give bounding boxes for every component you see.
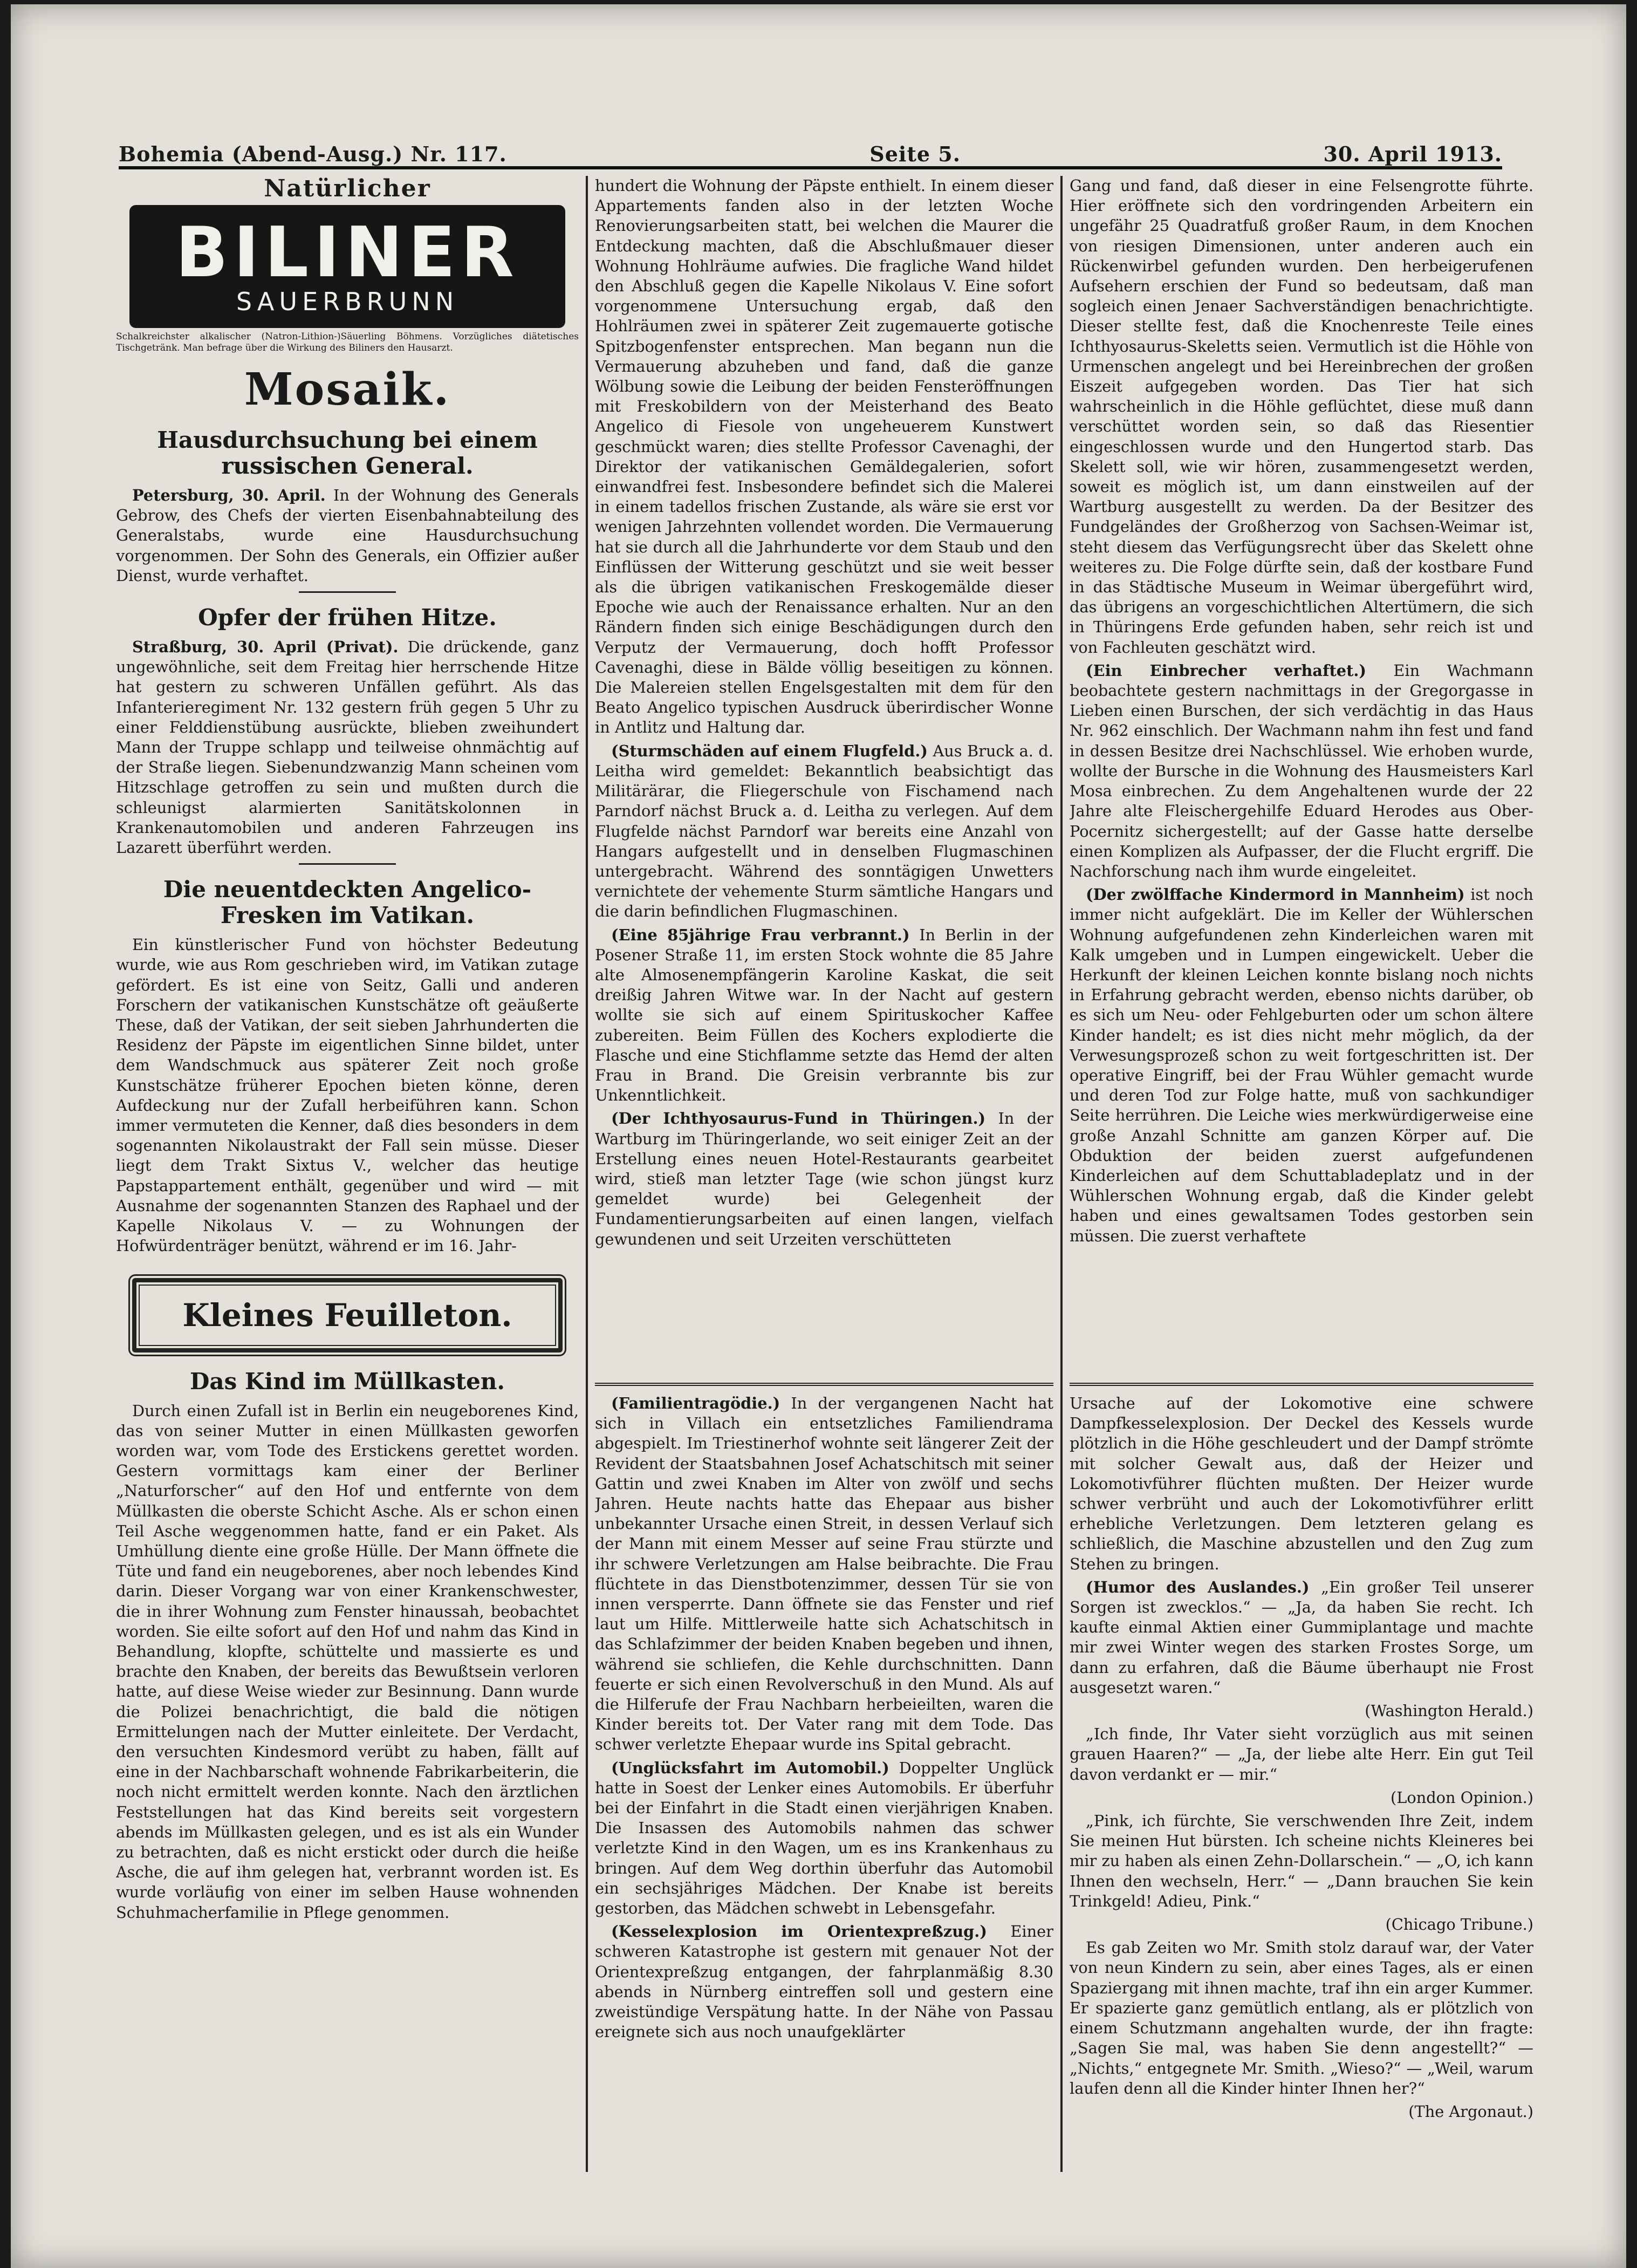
column-2-divider	[595, 1383, 1053, 1386]
item-lead: (Familientragödie.)	[611, 1394, 780, 1412]
page-header	[119, 128, 1502, 166]
article-text: In der Wartburg im Thüringerlande, wo seit einiger Zeit an der Erstellung eines neuen Hotel-Restaurants gearbeitet wird, stieß man letzter Tage (wie schon jüngst kurz gemeldet wurde) bei Gelegenheit der Fundamentierungsarbeiten auf einen langen, vielfach gewundenen und seit Urzeiten verschütteten	[595, 1109, 1053, 1248]
article-paragraph	[116, 486, 579, 586]
item-lead: (Unglücksfahrt im Automobil.)	[611, 1758, 889, 1777]
article-paragraph	[1070, 661, 1533, 882]
article-separator	[299, 863, 396, 865]
article-paragraph: Durch einen Zufall ist in Berlin ein neugeborenes Kind, das von seiner Mutter in einen Müllkasten geworfen worden war, vom Tode des Erstickens gerettet worden. Gestern vormittags kam einer der Berliner „Naturforscher“ auf den Hof und entfernte von dem Müllkasten die oberste Schicht Asche. Als er schon einen Teil Asche weggenommen hatte, fand er ein Paket. Als Umhüllung diente eine große Hülle. Der Mann öffnete die Tüte und fand ein neugeborenes, aber noch lebendes Kind darin. Dieser Vorgang war von einer Krankenschwester, die in ihrer Wohnung zum Fenster hinaussah, beobachtet worden. Sie eilte sofort auf den Hof und nahm das Kind in Behandlung, klopfte, schüttelte und massierte es und brachte den Knaben, der bereits das Bewußtsein verloren hatte, auf diese Weise wieder zur Besinnung. Dann wurde die Polizei benachrichtigt, die bald die nötigen Ermittelungen nach der Mutter einleitete. Der Verdacht, den versuchten Kindesmord verübt zu haben, fällt auf eine in der Nachbarschaft wohnende Fabrikarbeiterin, die noch nicht ermittelt werden konnte. Nach den ärztlichen Feststellungen hat das Kind bereits seit vorgestern abends im Müllkasten gelegen, und es ist als ein Wunder zu betrachten, daß es nicht erstickt oder durch die heiße Asche, die auf ihm gelegen hat, verbrannt worden ist. Es wurde vorläufig von einer im selben Hause wohnenden Schuhmacherfamilie in Pflege genommen.	[116, 1401, 579, 1922]
article-text: Ein Wachmann beobachtete gestern nachmittags in der Gregorgasse in Lieben einen Burschen, der sich verdächtig in das Haus Nr. 962 einschlich. Der Wachmann nahm ihn fest und fand in dessen Besitze drei Nachschlüssel. Wie erhoben wurde, wollte der Bursche in die Wohnung des Hausmeisters Karl Mosa einbrechen. Zu dem Angehaltenen wurde der 22 Jahre alte Fleischergehilfe Eduard Herodes aus Ober-Pocernitz sichergestellt; auf der Gasse hatte derselbe einen Komplizen als Aufpasser, der die Flucht ergriff. Die Nachforschung nach ihm wurde eingeleitet.	[1070, 661, 1533, 880]
article-separator	[299, 591, 396, 593]
dateline: Petersburg, 30. April.	[132, 486, 326, 504]
article-paragraph: hundert die Wohnung der Päpste enthielt. In einem dieser Appartements fanden also in der letzten Woche Renovierungsarbeiten statt, bei welchen die Maurer die Entdeckung machten, daß die Abschlußmauer dieser Wohnung Hohlräume aufwies. Die fragliche Wand hildet den Abschluß gegen die Kapelle Nikolaus V. Eine sofort vorgenommene Untersuchung ergab, daß den Hohlräumen zwei in späterer Zeit zugemauerte gotische Spitzbogenfenster entsprechen. Man begann nun die Vermauerung abzuheben und fand, daß die ganze Wölbung sowie die Leibung der beiden Fensteröffnungen mit Freskobildern von der Meisterhand des Beato Angelico di Fiesole von ungeheuerem Kunstwert geschmückt waren; dies stellte Professor Cavenaghi, der Direktor der vatikanischen Gemäldegalerien, sofort einwandfrei fest. Insbesondere befindet sich die Malerei in einem tadellos frischen Zustande, als wäre sie erst vor wenigen Jahrzehnten vollendet worden. Die Vermauerung hat sie durch all die Jahrhunderte vor dem Staub und den Einflüssen der Witterung geschützt und sie weit besser als die übrigen vatikanischen Freskogemälde dieser Epoche wie auch der Renaissance erhalten. Nur an den Rändern finden sich einige Beschädigungen durch den Verputz der Vermauerung, doch hofft Professor Cavenaghi, diese in Bälde völlig beseitigen zu können. Die Malereien stellen Engelsgestalten mit dem für den Beato Angelico typischen Ausdruck überirdischer Wonne in Antlitz und Haltung dar.	[595, 176, 1053, 737]
section-title: Mosaik.	[244, 364, 451, 415]
feuilleton-banner	[132, 1278, 563, 1352]
article-paragraph	[595, 741, 1053, 922]
header-date: 30. April 1913.	[1323, 142, 1502, 166]
column-3-top	[1070, 176, 1533, 1376]
newspaper-page	[11, 4, 1626, 2268]
item-lead: (Eine 85jährige Frau verbrannt.)	[611, 925, 910, 944]
article-paragraph: Ein künstlerischer Fund von höchster Bedeutung wurde, wie aus Rom geschrieben wird, im Vatikan zutage gefördert. Es ist eine von Seitz, Galli und anderen Forschern der vatikanischen Kunstschätze oft geäußerte These, daß der Vatikan, der seit sieben Jahrhunderten die Residenz der Päpste im eigentlichen Sinne bildet, unter dem Wandschmuck aus späterer Zeit noch große Kunstschätze früherer Epochen bieten könne, deren Aufdeckung nur der Zufall herbeiführen kann. Schon immer vermuteten die Kenner, daß dies besonders in dem sogenannten Nikolaustrakt der Fall sein müsse. Dieser liegt dem Trakt Sixtus V., welcher das heutige Papstappartement enthält, gegenüber und wird — mit Ausnahme der sogenannten Stanzen des Raphael und der Kapelle Nikolaus V. — zu Wohnungen der Hofwürdenträger benützt, während er im 16. Jahr-	[116, 935, 579, 1255]
article-paragraph: Gang und fand, daß dieser in eine Felsengrotte führte. Hier eröffnete sich den vordringenden Arbeitern ein ungefähr 25 Quadratfuß großer Raum, in dem Knochen von riesigen Dimensionen, unter anderen auch ein Rückenwirbel gefunden wurden. Den herbeigerufenen Aufsehern erschien der Fund so bedeutsam, daß man sogleich einen Jenaer Sachverständigen benachrichtigte. Dieser stellte fest, daß die Knochenreste Teile eines Ichthyosaurus-Skeletts seien. Vermutlich ist die Höhle von Urmenschen angelegt und bei Hereinbrechen der großen Eiszeit aufgegeben worden. Das Tier hat sich wahrscheinlich in die Höhle geflüchtet, diese muß dann verschüttet worden sein, so daß das Riesentier eingeschlossen wurde und den Hungertod starb. Das Skelett soll, wie wir hören, zusammengesetzt werden, soweit es möglich ist, um dann einstweilen auf der Wartburg ausgestellt zu werden. Da der Besitzer des Fundgeländes der Großherzog von Sachsen-Weimar ist, steht diesem das Verfügungsrecht über das Skelett ohne weiteres zu. Die Folge dürfte sein, daß der kostbare Fund in das Städtische Museum in Weimar übergeführt wird, das übrigens an vorgeschichtlichen Altertümern, die sich in Thüringens Erde gefunden haben, sehr reich ist und von Fachleuten geschätzt wird.	[1070, 176, 1533, 657]
article-paragraph	[595, 1109, 1053, 1249]
source-credit: (The Argonaut.)	[1408, 2102, 1533, 2121]
column-3-bottom	[1070, 1393, 1533, 2170]
article-text: „Ein großer Teil unserer Sorgen ist zwecklos.“ — „Ja, da haben Sie recht. Ich kaufte einmal Aktien einer Gummiplantage und machte mir zwei Winter wegen des starken Frostes Sorge, um dann zu erfahren, daß die Bäume überhaupt nie Frost ausgesetzt waren.“	[1070, 1577, 1533, 1697]
dateline: Straßburg, 30. April (Privat).	[132, 638, 399, 657]
article-paragraph: „Pink, ich fürchte, Sie verschwenden Ihre Zeit, indem Sie meinen Hut bürsten. Ich scheine nichts Kleineres bei mir zu haben als einen Zehn-Dollarschein.“ — „O, ich kann Ihnen den wechseln, Herr.“ — „Dann brauchen Sie kein Trinkgeld! Adieu, Pink.“	[1070, 1812, 1533, 1910]
article-paragraph	[1070, 885, 1533, 1246]
column-3-divider	[1070, 1383, 1533, 1386]
article-paragraph	[595, 1758, 1053, 1919]
item-lead: (Der Ichthyosaurus-Fund in Thüringen.)	[611, 1109, 986, 1128]
article-headline: Hausdurchsuchung bei einem russischen General.	[157, 427, 538, 479]
column-2-bottom	[595, 1393, 1053, 2170]
article-paragraph: „Ich finde, Ihr Vater sieht vorzüglich aus mit seinen grauen Haaren?“ — „Ja, der liebe alte Herr. Ein gut Teil davon verdankt er — mir.“	[1070, 1725, 1533, 1784]
article-paragraph	[595, 1922, 1053, 2042]
header-page-number: Seite 5.	[869, 142, 961, 166]
item-lead: (Sturmschäden auf einem Flugfeld.)	[611, 741, 928, 760]
article-paragraph	[1070, 1577, 1533, 1698]
item-lead: (Der zwölffache Kindermord in Mannheim)	[1086, 885, 1465, 904]
feuilleton-title: Kleines Feuilleton.	[139, 1285, 556, 1346]
biliner-advertisement	[116, 176, 579, 354]
source-credit: (Chicago Tribune.)	[1385, 1915, 1533, 1934]
article-text: Die drückende, ganz ungewöhnliche, seit dem Freitag hier herrschende Hitze hat gestern zu schweren Unfällen geführt. Als das Infanterieregiment Nr. 132 gestern früh gegen 5 Uhr zu einer Felddienstübung ausrückte, blieben zweihundert Mann der Truppe schlapp und teilweise ohnmächtig auf der Straße liegen. Siebenundzwanzig Mann scheinen vom Hitzschlage getroffen zu sein und mußten durch die schleunigst alarmierten Sanitätskolonnen in Krankenautomobilen und anderen Fahrzeugen ins Lazarett überführt werden.	[116, 638, 579, 857]
article-paragraph: Es gab Zeiten wo Mr. Smith stolz darauf war, der Vater von neun Kindern zu sein, aber eines Tages, als er einen Spaziergang mit ihnen machte, traf ihn ein arger Kummer. Er spazierte ganz gemütlich entlang, als er plötzlich von einem Schutzmann angehalten wurde, der ihn fragte: „Sagen Sie mal, was haben Sie denn angestellt?“ — „Nichts,“ entgegnete Mr. Smith. „Wieso?“ — „Weil, warum laufen denn all die Kinder hinter Ihnen her?“	[1070, 1938, 1533, 2098]
ad-fine-print: Schalkreichster alkalischer (Natron-Lithion-)Säuerling Böhmens. Vorzügliches diätetisches Tischgetränk. Man befrage über die Wirkung des Biliners den Hausarzt.	[116, 331, 579, 353]
column-rule-2	[1060, 176, 1063, 2172]
column-1	[116, 176, 579, 2118]
column-2-top	[595, 176, 1053, 1376]
article-paragraph	[595, 925, 1053, 1106]
article-headline: Das Kind im Müllkasten.	[189, 1368, 505, 1395]
article-headline: Die neuentdeckten Angelico-Fresken im Vatikan.	[163, 876, 532, 929]
ad-brand: BILINER	[175, 213, 519, 293]
article-paragraph	[595, 1393, 1053, 1755]
ad-top-line: Natürlicher	[264, 176, 431, 202]
article-text: In der Wohnung des Generals Gebrow, des Chefs der vierten Eisenbahnabteilung des Generalstabs, wurde eine Hausdurchsuchung vorgenommen. Der Sohn des Generals, ein Offizier außer Dienst, wurde verhaftet.	[116, 486, 579, 585]
article-paragraph	[116, 637, 579, 858]
article-text: Einer schweren Katastrophe ist gestern mit genauer Not der Orientexpreßzug entgangen, der fahrplanmäßig 8.30 abends in Nürnberg eintreffen soll und gestern eine zweistündige Verspätung hatte. In der Nähe von Passau ereignete sich aus noch unaufgeklärter	[595, 1922, 1053, 2041]
article-headline: Opfer der frühen Hitze.	[198, 604, 497, 631]
article-paragraph: Ursache auf der Lokomotive eine schwere Dampfkesselexplosion. Der Deckel des Kessels wurde plötzlich in die Höhe geschleudert und der Dampf strömte mit solcher Gewalt aus, daß der Heizer und Lokomotivführer flüchten mußten. Der Heizer wurde schwer verbrüht und auch der Lokomotivführer erlitt erhebliche Verletzungen. Dem letzteren gelang es schließlich, die Maschine abzustellen und den Zug zum Stehen zu bringen.	[1070, 1394, 1533, 1573]
source-credit: (London Opinion.)	[1391, 1788, 1533, 1807]
article-text: Aus Bruck a. d. Leitha wird gemeldet: Bekanntlich beabsichtigt das Militärärar, die Fliegerschule von Fischamend nach Parndorf nächst Bruck a. d. Leitha zu verlegen. Auf dem Flugfelde nächst Parndorf war bereits eine Anzahl von Hangars aufgestellt und in denselben Flugmaschinen untergebracht. Während des sonntägigen Unwetters vernichtete der vehemente Sturm sämtliche Hangars und die darin befindlichen Flugmaschinen.	[595, 741, 1053, 921]
item-lead: (Humor des Auslandes.)	[1086, 1577, 1310, 1596]
ad-subtitle: SAUERBRUNN	[236, 287, 459, 316]
ad-logo-box	[129, 205, 565, 328]
article-text: ist noch immer nicht aufgeklärt. Die im Keller der Wühlerschen Wohnung aufgefundenen zehn Kinderleichen waren mit Kalk umgeben und in Lumpen eingewickelt. Ueber die Herkunft der kleinen Leichen konnte bislang noch nichts in Erfahrung gebracht werden, ebenso nichts darüber, ob es sich um Neu- oder Fehlgeburten oder um schon ältere Kinder handelt; es ist dies nicht mehr möglich, da der Verwesungsprozeß schon zu weit fortgeschritten ist. Der operative Eingriff, bei der Frau Wühler gemacht wurde und deren Tod zur Folge hatte, muß von sachkundiger Seite herrühren. Die Leiche wies merkwürdigerweise eine große Anzahl Schnitte am ganzen Körper auf. Die Obduktion der beiden zuerst aufgefundenen Kinderleichen auf dem Schuttabladeplatz und in der Wühlerschen Wohnung ergab, daß die Kinder gelebt haben und eines gewaltsamen Todes gestorben sein müssen. Die zuerst verhaftete	[1070, 885, 1533, 1245]
header-issue: Bohemia (Abend-Ausg.) Nr. 117.	[119, 142, 507, 166]
column-rule-1	[586, 176, 588, 2172]
header-rule	[119, 166, 1502, 169]
item-lead: (Ein Einbrecher verhaftet.)	[1086, 661, 1367, 680]
article-text: Doppelter Unglück hatte in Soest der Lenker eines Automobils. Er überfuhr bei der Einfahrt in die Stadt einen vierjährigen Knaben. Die Insassen des Automobils nahmen das schwer verletzte Kind in den Wagen, um es ins Krankenhaus zu bringen. Auf dem Weg dorthin überfuhr das Automobil ein sechsjähriges Mädchen. Der Knabe ist bereits gestorben, das Mädchen schwebt in Lebensgefahr.	[595, 1758, 1053, 1918]
article-text: In Berlin in der Posener Straße 11, im ersten Stock wohnte die 85 Jahre alte Almosenempfängerin Karoline Kaskat, die seit dreißig Jahren Witwe war. In der Nacht auf gestern wollte sie sich auf einem Spirituskocher Kaffee zubereiten. Beim Füllen des Kochers explodierte die Flasche und eine Stichflamme setzte das Hemd der alten Frau in Brand. Die Greisin verbrannte bis zur Unkenntlichkeit.	[595, 925, 1053, 1105]
source-credit: (Washington Herald.)	[1365, 1702, 1533, 1720]
article-text: In der vergangenen Nacht hat sich in Villach ein entsetzliches Familiendrama abgespielt. Im Triestinerhof wohnte seit längerer Zeit der Revident der Staatsbahnen Josef Achatschitsch mit seiner Gattin und zwei Knaben im Alter von zwölf und sechs Jahren. Heute nachts hatte das Ehepaar aus bisher unbekannter Ursache einen Streit, in dessen Verlauf sich der Mann mit einem Messer auf seine Frau stürzte und ihr schwere Verletzungen am Halse beibrachte. Die Frau flüchtete in das Dienstbotenzimmer, dessen Tür sie von innen versperrte. Dann öffnete sie das Fenster und rief laut um Hilfe. Mittlerweile hatte sich Achatschitsch in das Schlafzimmer der beiden Knaben begeben und ihnen, während sie schliefen, die Kehle durchschnitten. Dann feuerte er sich einen Revolverschuß in den Mund. Als auf die Hilferufe der Frau Nachbarn herbeieilten, waren die Kinder bereits tot. Der Vater rang mit dem Tode. Das schwer verletzte Ehepaar wurde ins Spital gebracht.	[595, 1394, 1053, 1754]
item-lead: (Kesselexplosion im Orientexpreßzug.)	[611, 1922, 987, 1941]
